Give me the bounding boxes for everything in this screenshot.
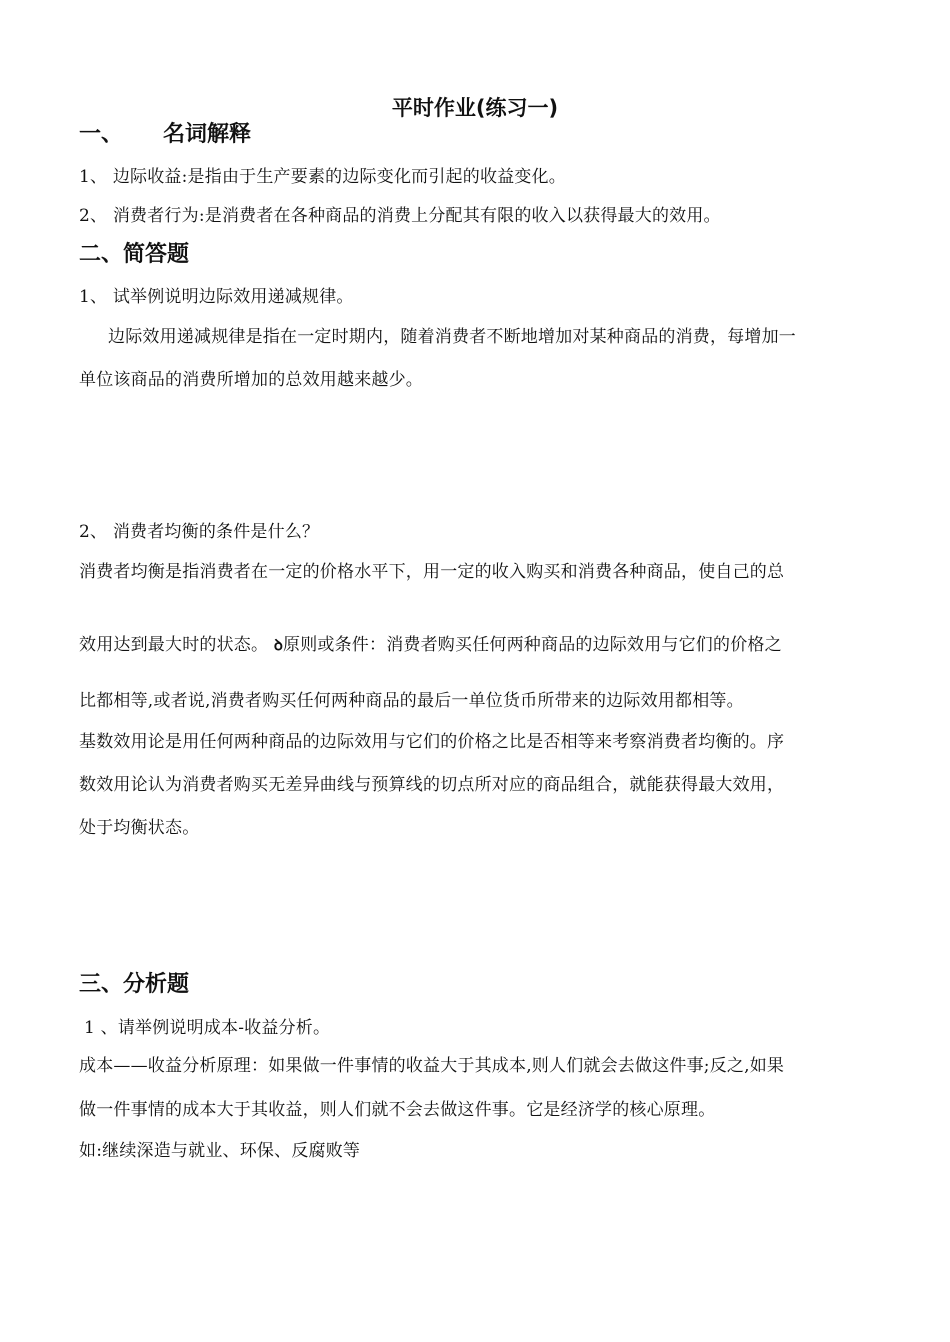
answer-2-2-line-1: 消费者均衡是指消费者在一定的价格水平下，用一定的收入购买和消费各种商品，使自己的总 <box>79 562 785 582</box>
question-2-1: 1、 试举例说明边际效用递减规律。 <box>79 287 354 307</box>
definition-consumer-behavior: 2、 消费者行为:是消费者在各种商品的消费上分配其有限的收入以获得最大的效用。 <box>79 206 721 226</box>
bullet-icon: ꝺ <box>273 636 283 654</box>
answer-2-2-line-2-part-b: 原则或条件：消费者购买任何两种商品的边际效用与它们的价格之 <box>283 635 782 655</box>
answer-2-2-line-3: 比都相等,或者说,消费者购买任何两种商品的最后一单位货币所带来的边际效用都相等。 <box>79 691 744 711</box>
section-1-heading <box>79 117 251 148</box>
answer-2-2-line-2-part-a: 效用达到最大时的状态。 <box>79 635 269 655</box>
section-2-heading: 二、简答题 <box>79 242 190 267</box>
question-2-2: 2、 消费者均衡的条件是什么？ <box>79 522 320 542</box>
answer-2-2-line-2 <box>79 630 782 655</box>
question-3-1: 1 、请举例说明成本-收益分析。 <box>84 1018 331 1038</box>
definition-marginal-revenue: 1、 边际收益:是指由于生产要素的边际变化而引起的收益变化。 <box>79 167 566 187</box>
answer-3-1-line-1: 成本——收益分析原理：如果做一件事情的收益大于其成本,则人们就会去做这件事;反之,如果 <box>79 1056 785 1076</box>
section-1-title: 名词解释 <box>163 122 252 147</box>
answer-2-2-line-5: 数效用论认为消费者购买无差异曲线与预算线的切点所对应的商品组合，就能获得最大效用， <box>79 775 785 795</box>
answer-2-2-line-6: 处于均衡状态。 <box>79 818 200 838</box>
section-1-number: 一、 <box>79 122 124 147</box>
answer-3-1-line-2: 做一件事情的成本大于其收益，则人们就不会去做这件事。它是经济学的核心原理。 <box>79 1100 716 1120</box>
section-3-heading: 三、分析题 <box>79 972 190 997</box>
answer-2-2-line-4: 基数效用论是用任何两种商品的边际效用与它们的价格之比是否相等来考察消费者均衡的。序 <box>79 732 785 752</box>
answer-3-1-line-3: 如:继续深造与就业、环保、反腐败等 <box>79 1141 361 1161</box>
answer-2-1-line-2: 单位该商品的消费所增加的总效用越来越少。 <box>79 370 423 390</box>
page-title: 平时作业(练习一) <box>391 96 559 120</box>
answer-2-1-line-1: 边际效用递减规律是指在一定时期内，随着消费者不断地增加对某种商品的消费，每增加一 <box>108 327 796 347</box>
